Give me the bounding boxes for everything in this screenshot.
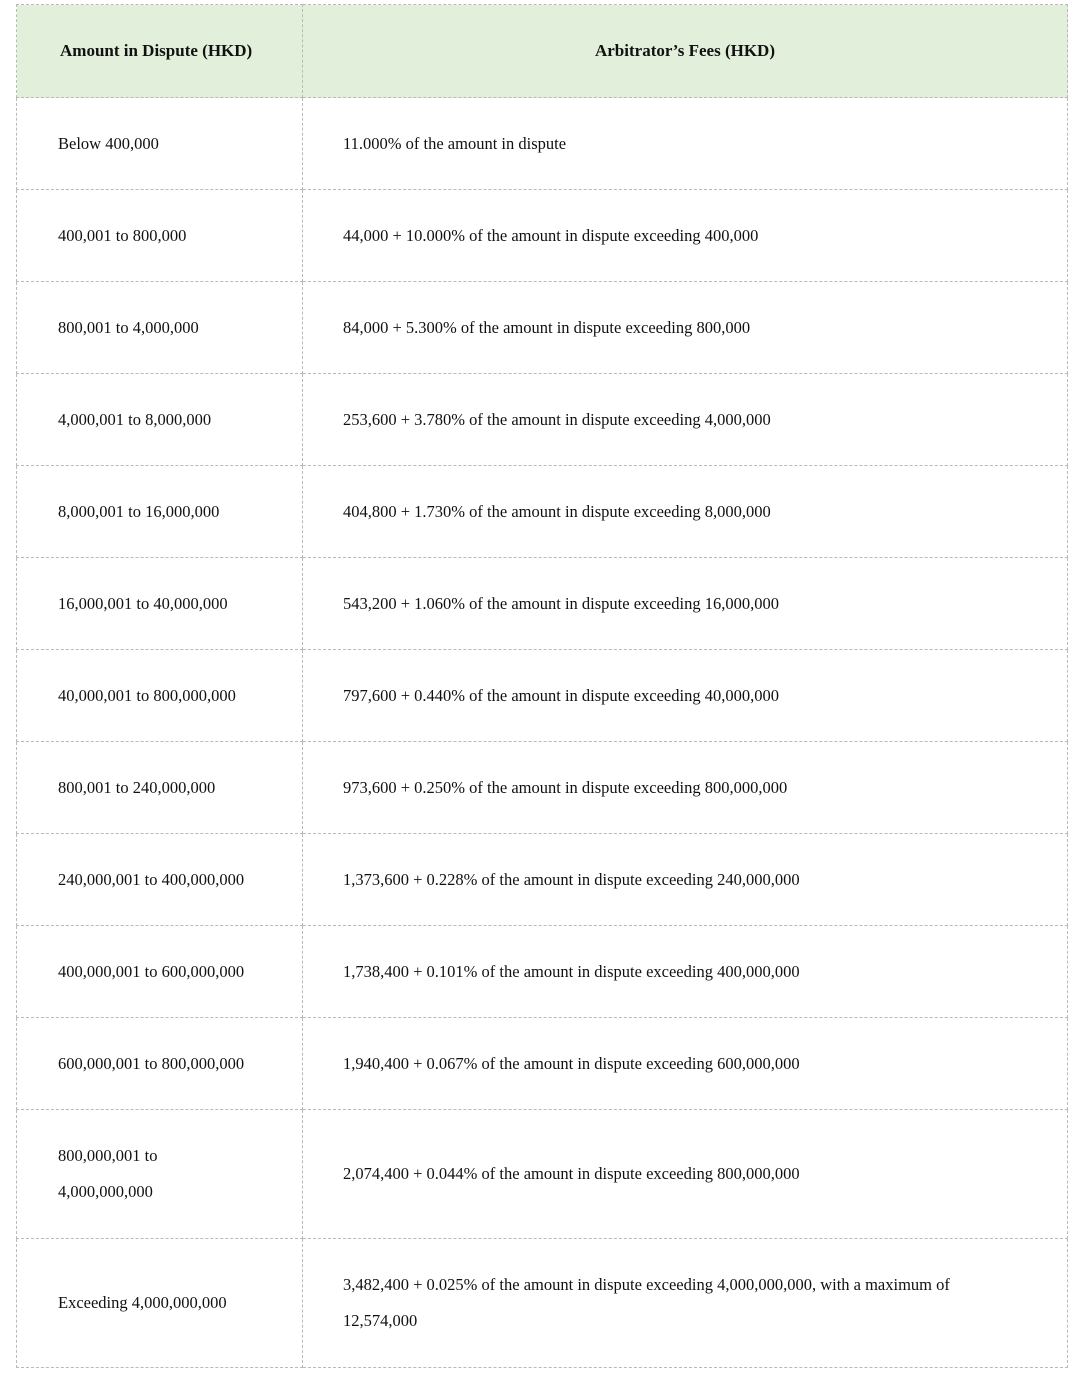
table-row [17,1239,1068,1368]
table-row [17,1018,1068,1110]
table-row [17,834,1068,926]
fee-cell: 2,074,400 + 0.044% of the amount in dispute exceeding 800,000,000 [303,1110,1068,1239]
fee-cell: 253,600 + 3.780% of the amount in dispute exceeding 4,000,000 [303,374,1068,466]
table-row [17,742,1068,834]
table-row [17,1110,1068,1239]
fee-cell: 797,600 + 0.440% of the amount in dispute exceeding 40,000,000 [303,650,1068,742]
amount-cell: 240,000,001 to 400,000,000 [17,834,303,926]
table-header [17,5,1068,98]
arbitrator-fee-table [16,4,1068,1368]
header-row [17,5,1068,98]
header-amount-in-dispute: Amount in Dispute (HKD) [17,5,303,98]
amount-cell: 800,000,001 to 4,000,000,000 [17,1110,303,1239]
amount-cell: Exceeding 4,000,000,000 [17,1239,303,1368]
amount-cell: 600,000,001 to 800,000,000 [17,1018,303,1110]
amount-cell: 16,000,001 to 40,000,000 [17,558,303,650]
table-row [17,926,1068,1018]
fee-cell: 973,600 + 0.250% of the amount in dispute exceeding 800,000,000 [303,742,1068,834]
amount-cell: Below 400,000 [17,98,303,190]
table-row [17,650,1068,742]
amount-cell: 4,000,001 to 8,000,000 [17,374,303,466]
fee-cell: 11.000% of the amount in dispute [303,98,1068,190]
fee-cell: 84,000 + 5.300% of the amount in dispute exceeding 800,000 [303,282,1068,374]
fee-cell: 3,482,400 + 0.025% of the amount in dispute exceeding 4,000,000,000, with a maximum of 12,574,000 [303,1239,1068,1368]
fee-cell: 1,738,400 + 0.101% of the amount in dispute exceeding 400,000,000 [303,926,1068,1018]
table-row [17,466,1068,558]
amount-cell: 800,001 to 240,000,000 [17,742,303,834]
amount-cell: 800,001 to 4,000,000 [17,282,303,374]
fee-cell: 1,373,600 + 0.228% of the amount in dispute exceeding 240,000,000 [303,834,1068,926]
table-row [17,190,1068,282]
table-row [17,98,1068,190]
table-row [17,374,1068,466]
amount-cell: 8,000,001 to 16,000,000 [17,466,303,558]
table-body [17,98,1068,1368]
table-row [17,282,1068,374]
amount-cell: 400,001 to 800,000 [17,190,303,282]
fee-cell: 404,800 + 1.730% of the amount in dispute exceeding 8,000,000 [303,466,1068,558]
fee-cell: 1,940,400 + 0.067% of the amount in dispute exceeding 600,000,000 [303,1018,1068,1110]
header-arbitrator-fees: Arbitrator’s Fees (HKD) [303,5,1068,98]
table-row [17,558,1068,650]
fee-cell: 44,000 + 10.000% of the amount in dispute exceeding 400,000 [303,190,1068,282]
fee-cell: 543,200 + 1.060% of the amount in dispute exceeding 16,000,000 [303,558,1068,650]
amount-cell: 400,000,001 to 600,000,000 [17,926,303,1018]
amount-cell: 40,000,001 to 800,000,000 [17,650,303,742]
